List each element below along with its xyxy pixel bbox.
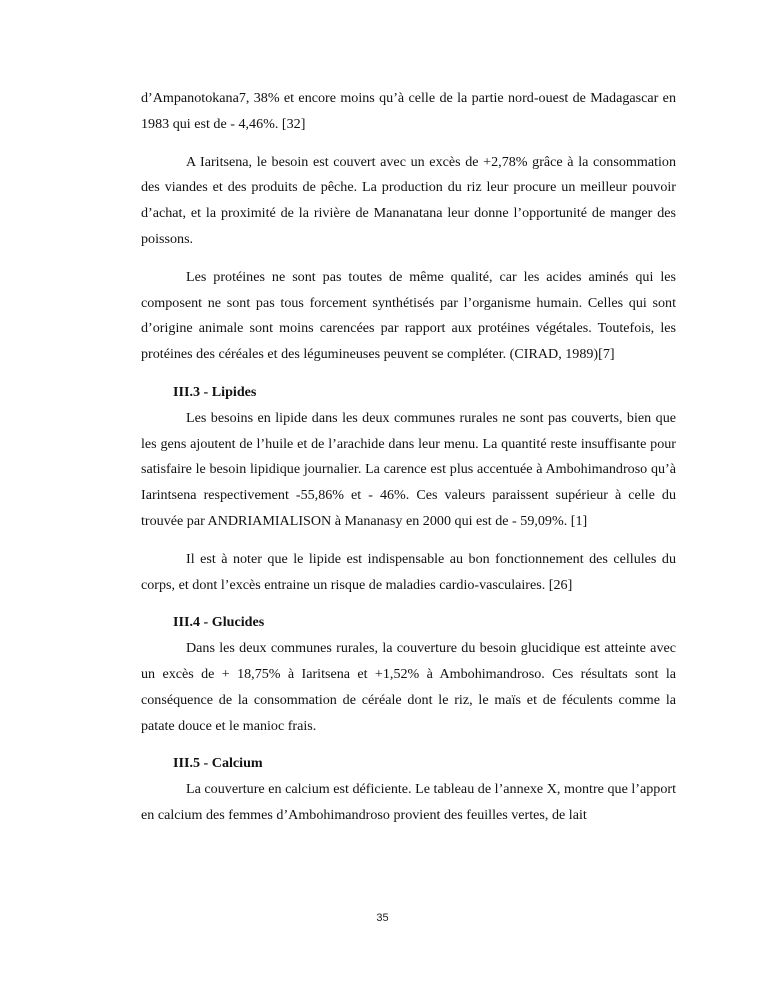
section-heading-calcium: III.5 - Calcium [173, 755, 263, 772]
paragraph-calcium-couverture: La couverture en calcium est déficiente. Le tableau de l’annexe X, montre que l’apport en calcium des femmes d’Ambohimandroso provient des feuilles vertes, de lait [141, 781, 676, 823]
paragraph-iaritsena-besoin: A Iaritsena, le besoin est couvert avec un excès de +2,78% grâce à la consommation des viandes et des produits de pêche. La production du riz leur procure un meilleur pouvoir d’achat, et la proximité de la rivière de Mananatana leur donne l’opportunité de manger des poissons. [141, 153, 676, 247]
section-heading-glucides: III.4 - Glucides [173, 614, 265, 631]
paragraph-ampanotokana: d’Ampanotokana7, 38% et encore moins qu’à celle de la partie nord-ouest de Madagascar en 1983 qui est de - 4,46%. [32] [141, 90, 676, 132]
paragraph-lipides-besoins: Les besoins en lipide dans les deux communes rurales ne sont pas couverts, bien que les gens ajoutent de l’huile et de l’arachide dans leur menu. La quantité reste insuffisante pour satisfaire le besoin lipidique journalier. La carence est plus accentuée à Ambohimandroso qu’à Iarintsena respectivement -55,86% et - 46%. Ces valeurs paraissent supérieur à celle du trouvée par ANDRIAMIALISON à Mananasy en 2000 qui est de - 59,09%. [1] [141, 409, 676, 529]
paragraph-proteines-qualite: Les protéines ne sont pas toutes de même qualité, car les acides aminés qui les composent ne sont pas tous forcement synthétisés par l’organisme humain. Celles qui sont d’origine animale sont moins carencées par rapport aux protéines végétales. Toutefois, les protéines des céréales et des légumineuses peuvent se compléter. (CIRAD, 1989)[7] [141, 268, 676, 363]
document-body [141, 86, 676, 829]
page-number: 35 [376, 912, 389, 924]
paragraph-glucides-couverture: Dans les deux communes rurales, la couverture du besoin glucidique est atteinte avec un excès de + 18,75% à Iaritsena et +1,52% à Ambohimandroso. Ces résultats sont la conséquence de la consommation de céréale dont le riz, le maïs et de féculents comme la patate douce et le manioc frais. [141, 640, 676, 734]
paragraph-lipide-indispensable: Il est à noter que le lipide est indispensable au bon fonctionnement des cellules du corps, et dont l’excès entraine un risque de maladies cardio-vasculaires. [26] [141, 550, 676, 593]
section-heading-lipides: III.3 - Lipides [173, 383, 257, 400]
